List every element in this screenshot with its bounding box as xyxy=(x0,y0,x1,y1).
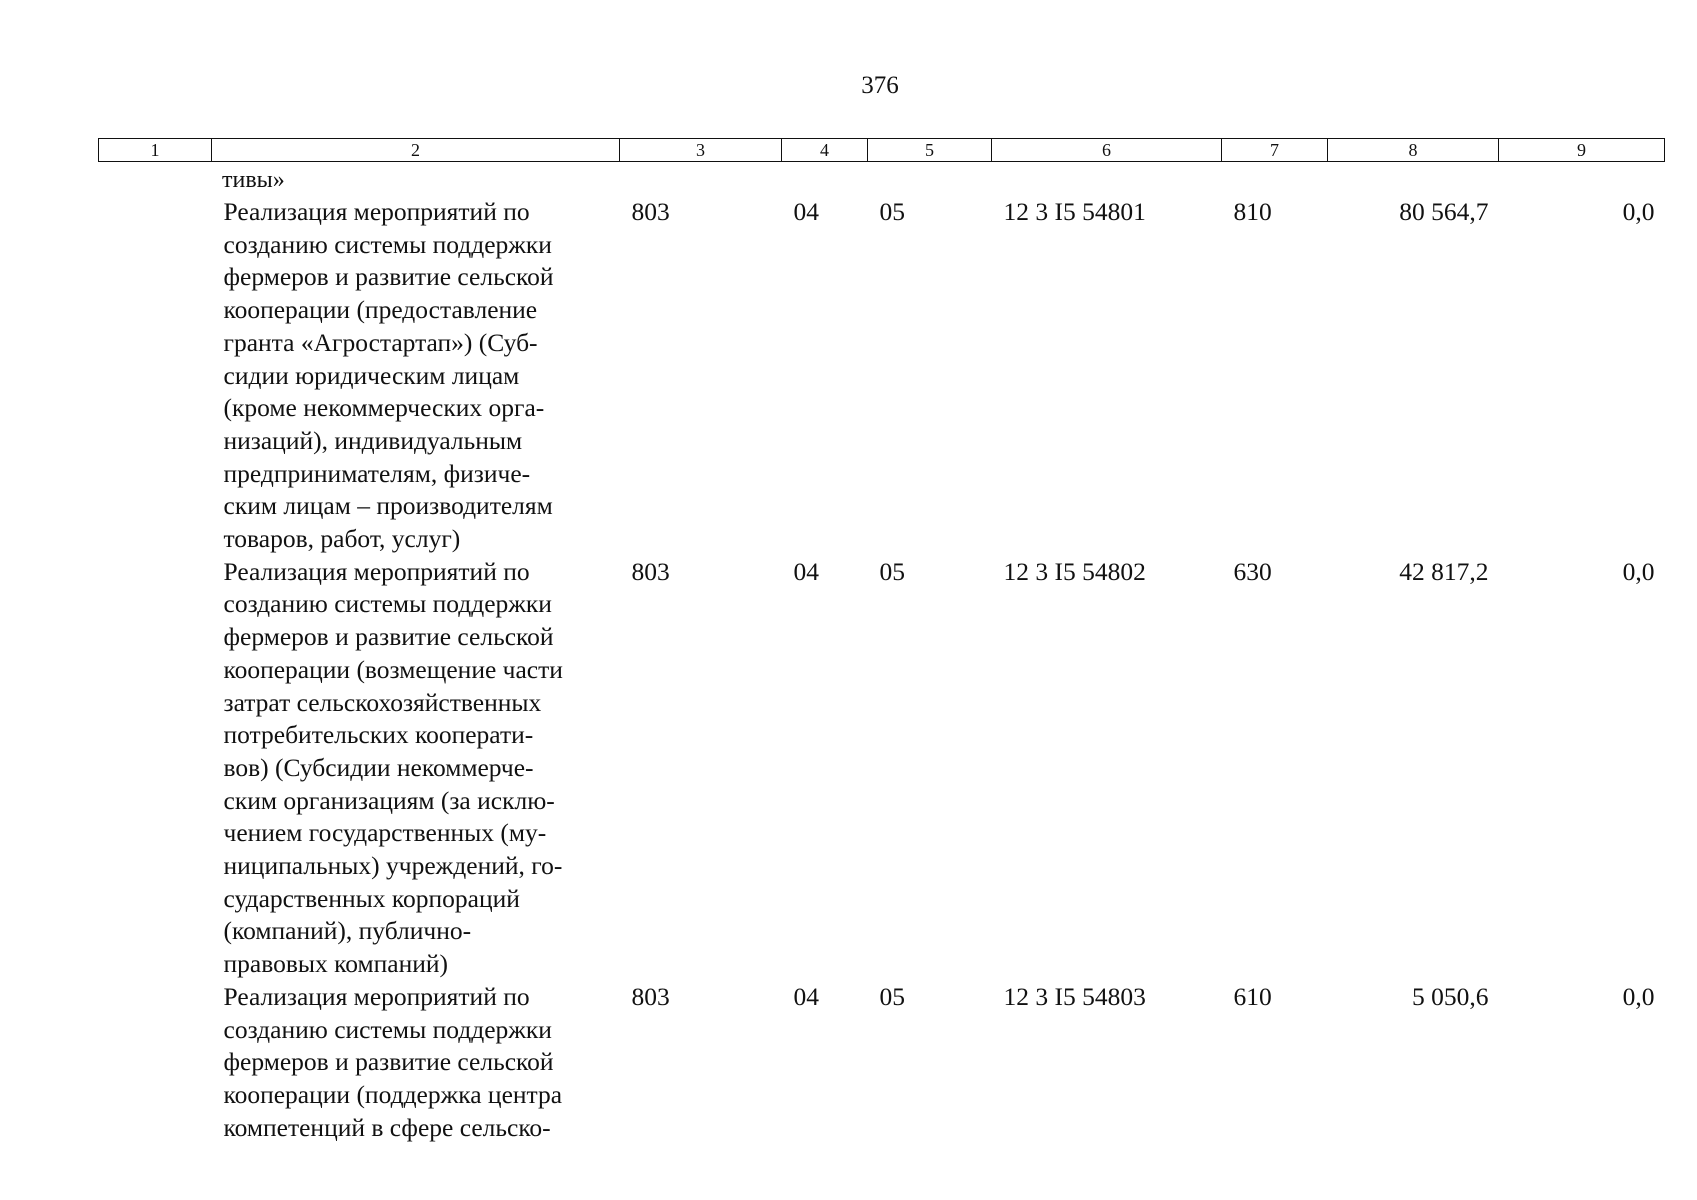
description-line: затрат сельскохозяйственных xyxy=(223,687,542,717)
description-line: Реализация мероприятий по xyxy=(223,197,530,226)
description-line: фермеров и развитие сельской xyxy=(223,622,554,652)
cell-col5: 05 xyxy=(879,197,905,226)
cell-col7: 810 xyxy=(1233,197,1272,226)
cell-col4: 04 xyxy=(793,556,819,586)
cell-col1 xyxy=(99,981,212,1145)
description-line: Реализация мероприятий по xyxy=(223,556,530,586)
cell-col6: 12 3 I5 54801 xyxy=(1003,197,1146,226)
cell-col3: 803 xyxy=(631,981,670,1011)
description-line: созданию системы поддержки xyxy=(223,589,552,619)
description-line: потребительских кооперати- xyxy=(223,720,534,750)
table-row xyxy=(99,981,1665,1145)
description-line: кооперации (предоставление xyxy=(223,295,538,325)
cell-col3: 803 xyxy=(631,556,670,586)
table-row xyxy=(99,196,1665,556)
description-line: товаров, работ, услуг) xyxy=(223,524,461,554)
cell-col8: 80 564,7 xyxy=(1399,197,1489,226)
description-line: сидии юридическим лицам xyxy=(223,360,520,390)
column-header-5: 5 xyxy=(868,139,992,162)
description-line: ским организациям (за исклю- xyxy=(223,785,555,815)
cell-col5: 05 xyxy=(879,981,905,1011)
description-line: компетенций в сфере сельско- xyxy=(223,1112,551,1142)
cell-col8: 42 817,2 xyxy=(1399,556,1489,586)
column-header-6: 6 xyxy=(992,139,1222,162)
cell-col6: 12 3 I5 54802 xyxy=(1003,556,1146,586)
column-header-8: 8 xyxy=(1328,139,1499,162)
cell-col4: 04 xyxy=(793,981,819,1011)
description-line: созданию системы поддержки xyxy=(223,1014,552,1044)
column-header-row xyxy=(99,139,1665,162)
cell-col7: 630 xyxy=(1233,556,1272,586)
page-number: 376 xyxy=(861,72,899,99)
description-line: сударственных корпораций xyxy=(223,883,520,913)
description-line: кооперации (возмещение части xyxy=(223,654,563,684)
cell-col7: 610 xyxy=(1233,981,1272,1011)
description-line: ниципальных) учреждений, го- xyxy=(223,851,563,881)
description-line: вов) (Субсидии некоммерче- xyxy=(223,752,534,782)
column-header-7: 7 xyxy=(1222,139,1328,162)
cell-col8: 5 050,6 xyxy=(1412,981,1489,1011)
budget-table xyxy=(98,138,1665,1144)
cell-col9: 0,0 xyxy=(1622,197,1655,226)
description-line: низаций), индивидуальным xyxy=(223,425,523,455)
cell-description xyxy=(212,556,620,981)
table-row xyxy=(99,556,1665,981)
cell-col9: 0,0 xyxy=(1622,981,1655,1011)
cell-col3: 803 xyxy=(631,197,670,226)
description-line: предпринимателям, физиче- xyxy=(223,458,531,488)
cell-col6: 12 3 I5 54803 xyxy=(1003,981,1146,1011)
cell-col9: 0,0 xyxy=(1622,556,1655,586)
description-line: созданию системы поддержки xyxy=(223,229,552,259)
description-line: гранта «Агростартап») (Суб- xyxy=(223,327,538,357)
continuation-text: тивы» xyxy=(222,167,285,193)
description-line: правовых компаний) xyxy=(223,949,449,979)
cell-description xyxy=(212,981,620,1145)
description-line: Реализация мероприятий по xyxy=(223,981,530,1011)
description-line: чением государственных (му- xyxy=(223,818,547,848)
description-line: (компаний), публично- xyxy=(223,916,472,946)
column-header-2: 2 xyxy=(212,139,620,162)
column-header-9: 9 xyxy=(1499,139,1665,162)
table-body xyxy=(99,162,1665,1145)
cell-description xyxy=(212,196,620,556)
column-header-3: 3 xyxy=(620,139,782,162)
cell-col1 xyxy=(99,196,212,556)
cell-col4: 04 xyxy=(793,197,819,226)
description-line: ским лицам – производителям xyxy=(223,491,553,521)
description-line: фермеров и развитие сельской xyxy=(223,262,554,292)
description-line: кооперации (поддержка центра xyxy=(223,1079,563,1109)
description-line: (кроме некоммерческих орга- xyxy=(223,393,545,423)
cell-col1 xyxy=(99,556,212,981)
column-header-1: 1 xyxy=(99,139,212,162)
description-line: фермеров и развитие сельской xyxy=(223,1047,554,1077)
column-header-4: 4 xyxy=(782,139,868,162)
cell-col5: 05 xyxy=(879,556,905,586)
